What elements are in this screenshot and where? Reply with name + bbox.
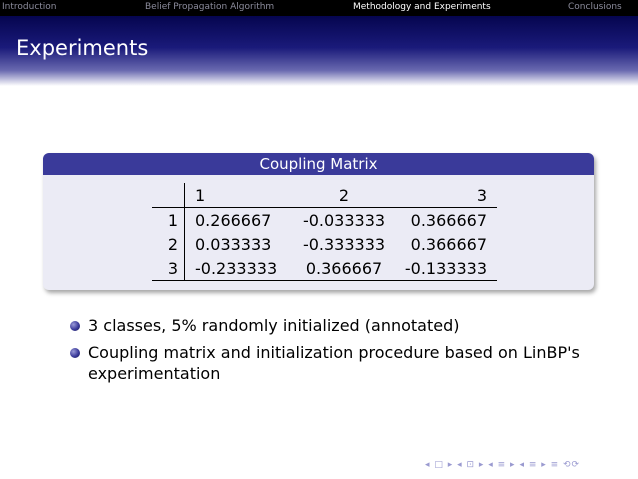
table-cell: 0.366667: [410, 210, 487, 230]
table-cell: -0.133333: [397, 256, 497, 281]
nav-section-conclusions[interactable]: Conclusions: [568, 2, 622, 12]
row-header: 3: [152, 256, 185, 281]
coupling-matrix-block: [43, 153, 594, 290]
table-row: [152, 256, 497, 281]
bullet-ball-icon: [70, 348, 80, 358]
list-item: [70, 315, 620, 336]
table-cell: 0.366667: [291, 256, 397, 281]
nav-section-methodology[interactable]: Methodology and Experiments: [353, 2, 491, 12]
frame-title: Experiments: [16, 36, 149, 60]
column-header: 2: [291, 183, 397, 208]
row-header: 2: [152, 232, 185, 256]
beamer-nav-symbols-icon[interactable]: ◂ □ ▸ ◂ ⊡ ▸ ◂ ≡ ▸ ◂ ≡ ▸ ≡ ⟲⟳: [425, 460, 581, 470]
table-cell: 0.266667: [195, 210, 272, 230]
coupling-matrix-table: [152, 183, 497, 281]
row-header: 1: [152, 208, 185, 233]
table-corner-cell: [152, 183, 185, 208]
block-title: Coupling Matrix: [43, 153, 594, 175]
table-header-row: [152, 183, 497, 208]
table-cell: -0.033333: [302, 210, 386, 230]
table-cell: 0.366667: [410, 234, 487, 254]
bullet-list: [70, 315, 620, 390]
table-row: [152, 232, 497, 256]
bullet-ball-icon: [70, 321, 80, 331]
column-header: 3: [397, 183, 497, 208]
table-row: [152, 208, 497, 233]
bullet-text: Coupling matrix and initialization procedure based on LinBP's experimentation: [88, 343, 580, 383]
bullet-text: 3 classes, 5% randomly initialized (annotated): [88, 316, 460, 335]
nav-section-belief-propagation[interactable]: Belief Propagation Algorithm: [145, 2, 275, 12]
column-header: 1: [185, 183, 292, 208]
table-cell: -0.333333: [302, 234, 386, 254]
list-item: [70, 342, 620, 384]
section-navbar: [0, 0, 638, 16]
nav-section-introduction[interactable]: Introduction: [2, 2, 57, 12]
table-cell: 0.033333: [195, 234, 272, 254]
table-cell: -0.233333: [185, 256, 292, 281]
